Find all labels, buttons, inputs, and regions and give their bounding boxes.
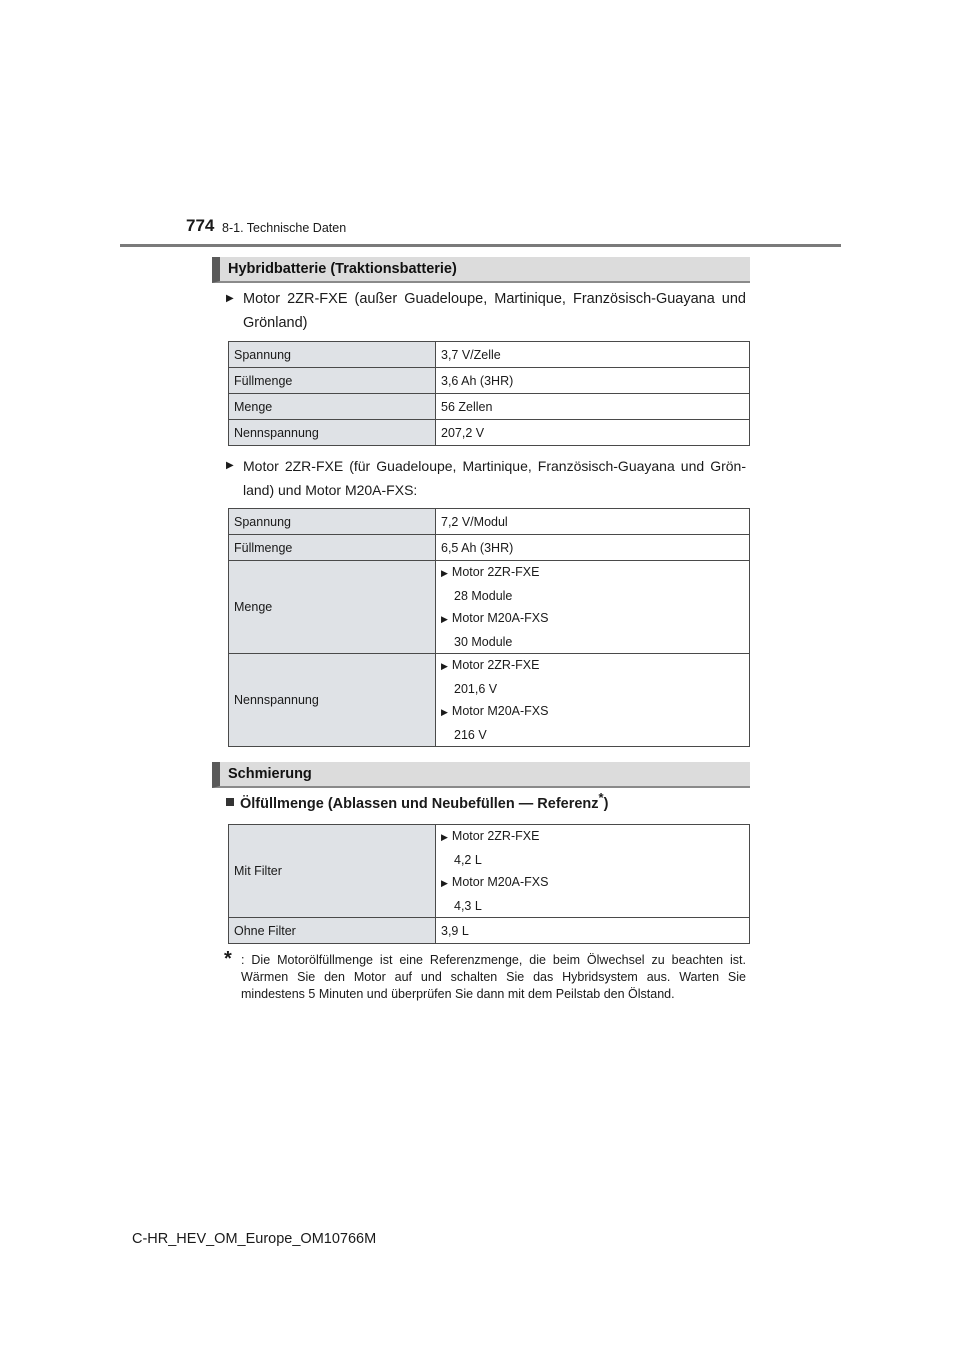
table-row bbox=[229, 535, 750, 561]
variant-heading-1 bbox=[226, 287, 746, 335]
oil-table bbox=[228, 824, 750, 944]
table-value: 3,6 Ah (3HR) bbox=[436, 368, 750, 394]
engine-value: 4,3 L bbox=[454, 898, 482, 913]
footnote-text: : Die Motorölfüllmenge ist eine Referenzmenge, die beim Ölwechsel zu beachten ist. Wärmen Sie den Motor auf und schalten Sie das Hybridsystem aus. Warten Sie mindestens 5 Minuten und überprüfen Sie dann mit dem Peilstab den Ölstand. bbox=[241, 953, 746, 1001]
table-row bbox=[229, 394, 750, 420]
oil-capacity-heading-text: Ölfüllmenge (Ablassen und Neubefüllen — Referenz bbox=[240, 795, 599, 812]
table-value: 56 Zellen bbox=[436, 394, 750, 420]
table-row bbox=[229, 342, 750, 368]
running-head: 8-1. Technische Daten bbox=[222, 221, 347, 235]
table-key: Menge bbox=[229, 561, 436, 654]
engine-value: 216 V bbox=[454, 727, 487, 742]
engine-label: Motor M20A-FXS bbox=[451, 875, 549, 889]
table-value: 3,7 V/Zelle bbox=[436, 342, 750, 368]
table-value bbox=[436, 561, 750, 654]
table-row bbox=[229, 561, 750, 654]
triangle-right-icon: ▶ bbox=[441, 832, 448, 842]
section-title: Hybridbatterie (Traktionsbatterie) bbox=[228, 261, 457, 277]
triangle-right-icon: ▶ bbox=[441, 707, 448, 717]
footnote-mark: * bbox=[224, 948, 232, 970]
battery-table-2 bbox=[228, 508, 750, 747]
table-value: 6,5 Ah (3HR) bbox=[436, 535, 750, 561]
triangle-right-icon: ▶ bbox=[441, 661, 448, 671]
table-key: Spannung bbox=[229, 342, 436, 368]
table-key: Menge bbox=[229, 394, 436, 420]
table-key: Füllmenge bbox=[229, 368, 436, 394]
engine-value: 4,2 L bbox=[454, 852, 482, 867]
triangle-right-icon: ▶ bbox=[226, 460, 234, 471]
table-row bbox=[229, 825, 750, 918]
page-number: 774 bbox=[186, 216, 215, 235]
table-row bbox=[229, 368, 750, 394]
section-bar-hybrid-battery bbox=[212, 257, 750, 283]
engine-label: Motor 2ZR-FXE bbox=[451, 658, 540, 672]
table-row bbox=[229, 509, 750, 535]
variant-heading-text: Motor 2ZR-FXE (außer Guadeloupe, Martinique, Französisch-Guayana und Grönland) bbox=[243, 291, 746, 331]
triangle-right-icon: ▶ bbox=[226, 293, 234, 304]
triangle-right-icon: ▶ bbox=[441, 568, 448, 578]
table-value: 7,2 V/Modul bbox=[436, 509, 750, 535]
table-key: Nennspannung bbox=[229, 654, 436, 747]
oil-capacity-heading bbox=[226, 790, 608, 812]
triangle-right-icon: ▶ bbox=[441, 878, 448, 888]
engine-label: Motor M20A-FXS bbox=[451, 611, 549, 625]
reference-mark: * bbox=[598, 790, 604, 805]
table-value: 3,9 L bbox=[436, 918, 750, 944]
table-value: 207,2 V bbox=[436, 420, 750, 446]
footnote bbox=[224, 948, 746, 1003]
engine-label: Motor M20A-FXS bbox=[451, 704, 549, 718]
section-bar-lubrication bbox=[212, 762, 750, 788]
table-row bbox=[229, 420, 750, 446]
square-icon bbox=[226, 798, 234, 806]
table-key: Nennspannung bbox=[229, 420, 436, 446]
variant-heading-2 bbox=[226, 454, 746, 502]
table-key: Füllmenge bbox=[229, 535, 436, 561]
table-key: Ohne Filter bbox=[229, 918, 436, 944]
document-code: C-HR_HEV_OM_Europe_OM10766M bbox=[132, 1231, 377, 1247]
table-value bbox=[436, 654, 750, 747]
oil-capacity-heading-close: ) bbox=[603, 795, 609, 812]
table-key: Mit Filter bbox=[229, 825, 436, 918]
table-value bbox=[436, 825, 750, 918]
engine-label: Motor 2ZR-FXE bbox=[451, 829, 540, 843]
engine-value: 201,6 V bbox=[454, 681, 498, 696]
engine-value: 28 Module bbox=[454, 588, 513, 603]
triangle-right-icon: ▶ bbox=[441, 614, 448, 624]
table-row bbox=[229, 654, 750, 747]
table-row bbox=[229, 918, 750, 944]
engine-value: 30 Module bbox=[454, 634, 513, 649]
battery-table-1 bbox=[228, 341, 750, 446]
table-key: Spannung bbox=[229, 509, 436, 535]
header-rule bbox=[120, 244, 841, 247]
variant-heading-text: Motor 2ZR-FXE (für Guadeloupe, Martinique, Französisch-Guayana und Grön-land) und Motor M20A-FXS: bbox=[243, 458, 746, 498]
engine-label: Motor 2ZR-FXE bbox=[451, 565, 540, 579]
section-title: Schmierung bbox=[228, 766, 312, 782]
